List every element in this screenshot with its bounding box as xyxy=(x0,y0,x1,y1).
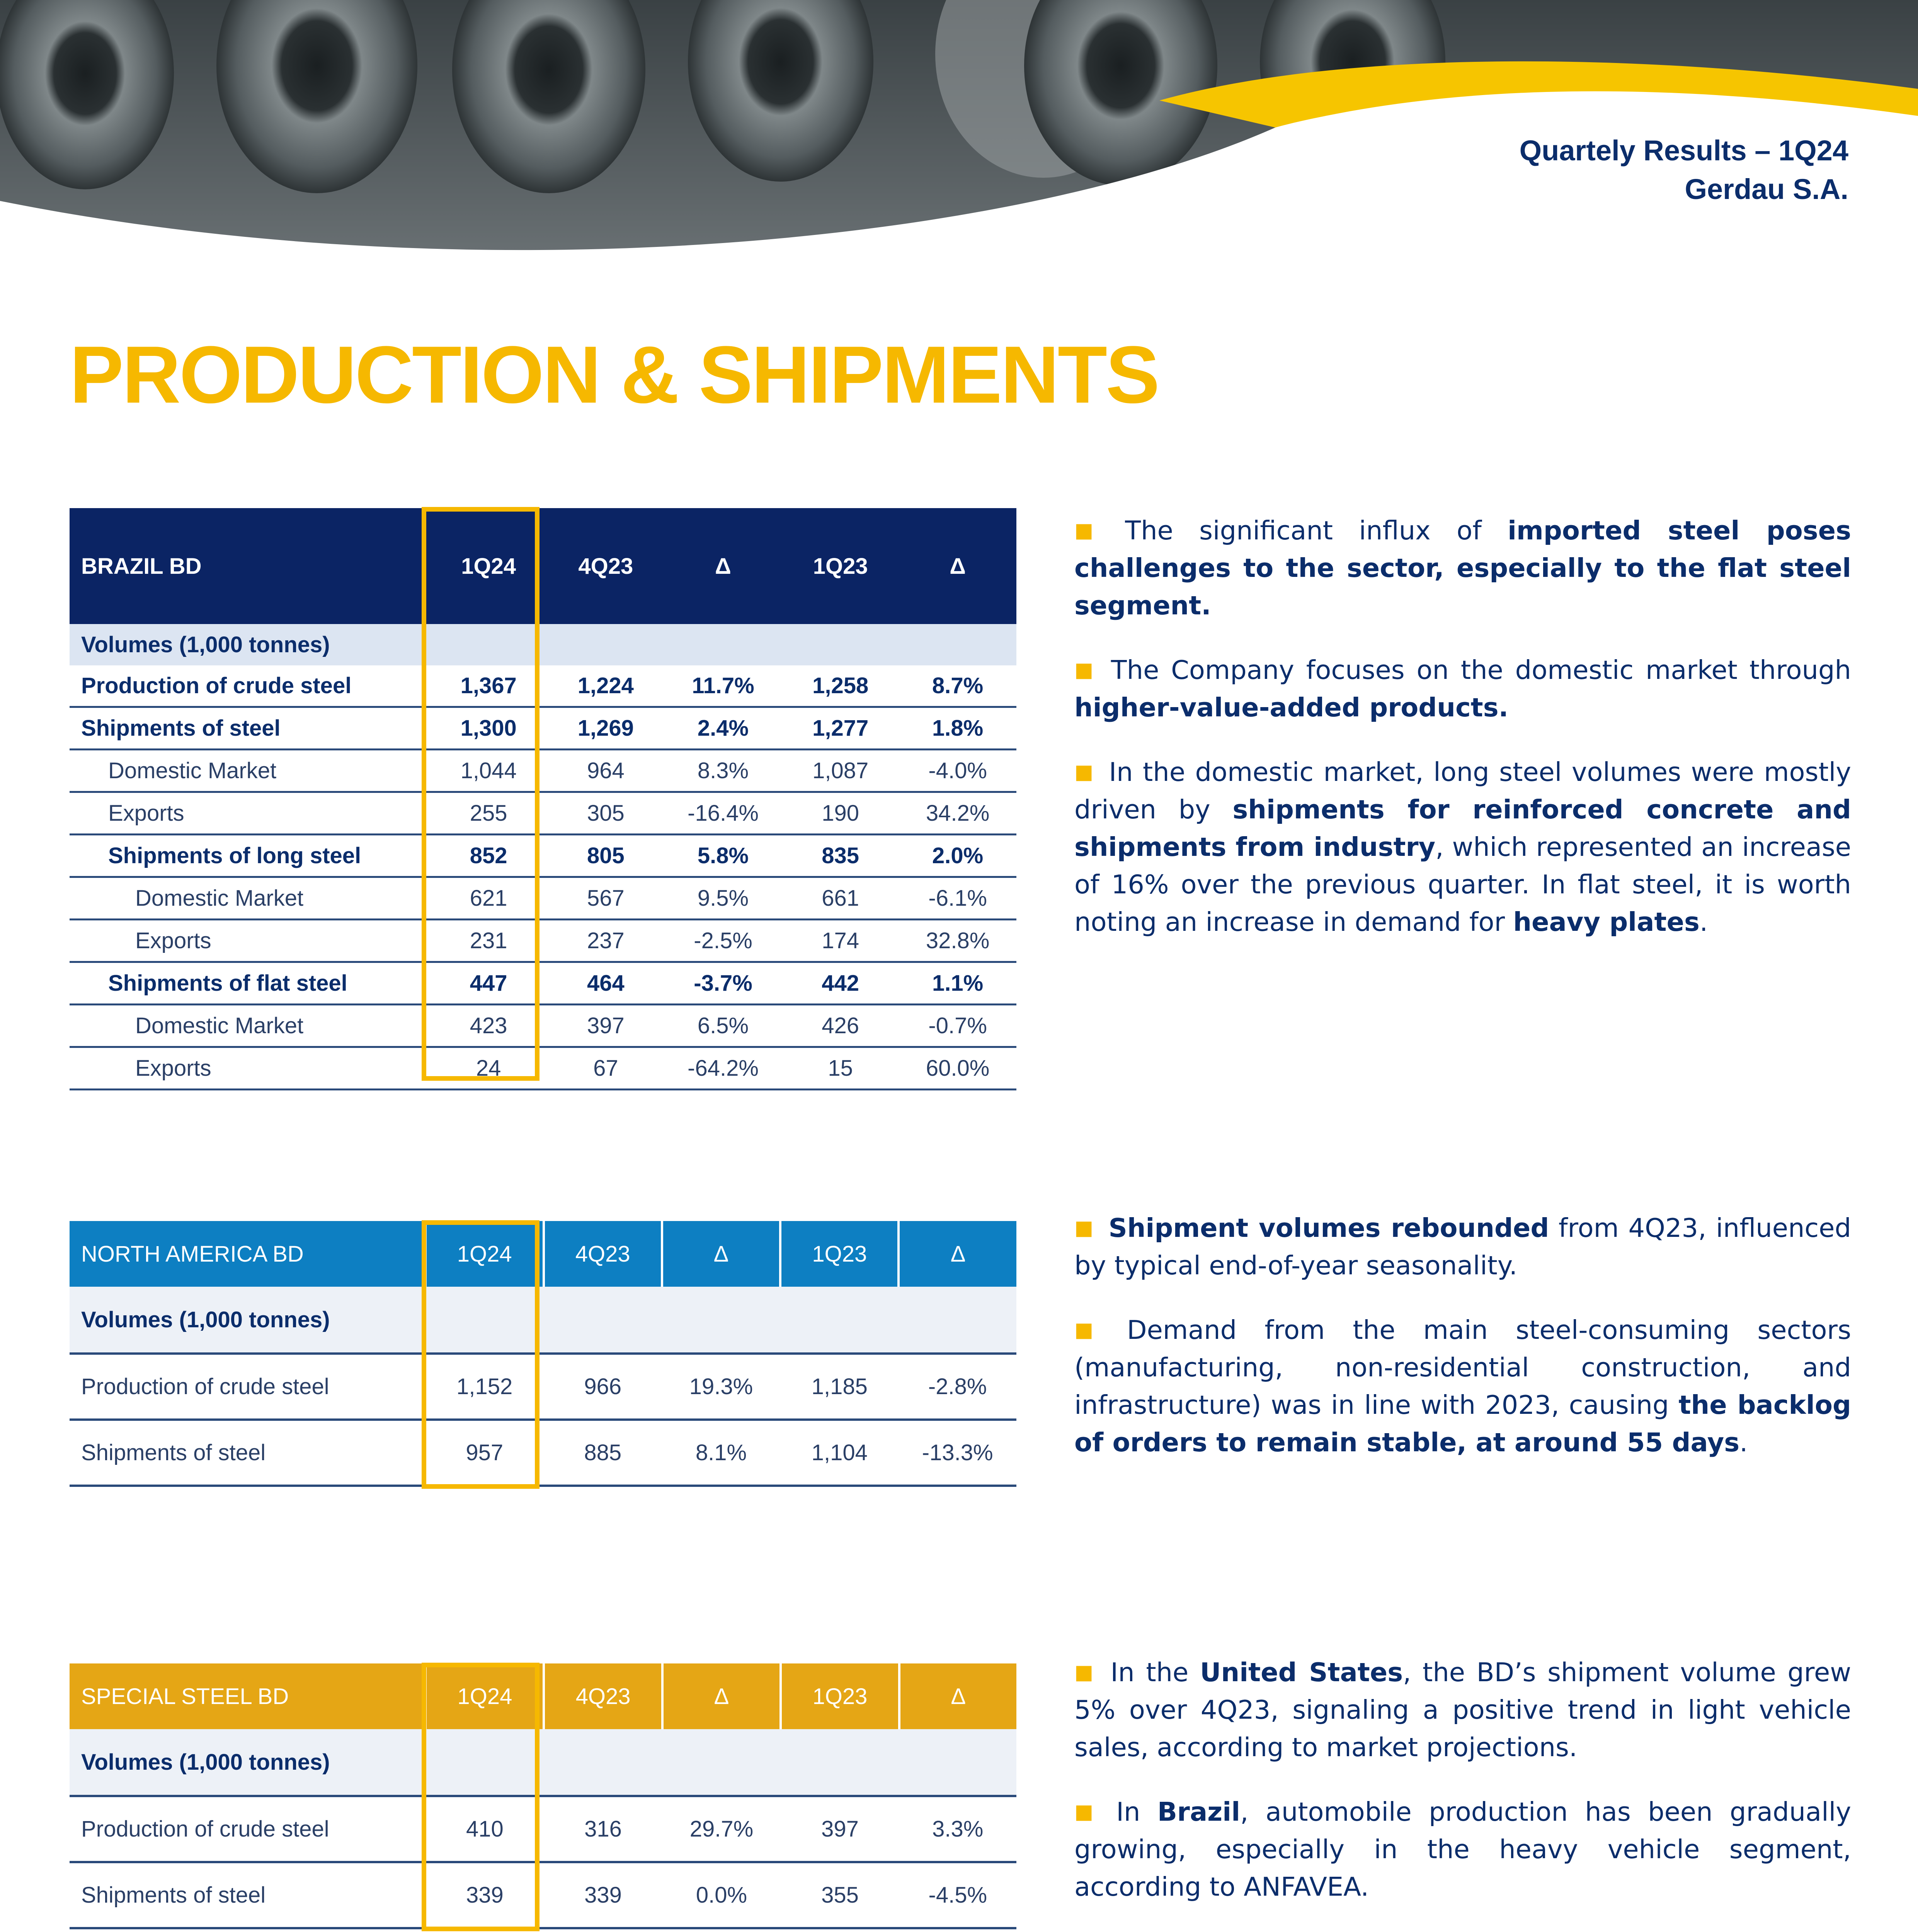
row-label: Production of crude steel xyxy=(70,1354,425,1420)
cell: 1,224 xyxy=(547,665,664,707)
cell: 2.0% xyxy=(899,835,1016,877)
current-quarter-highlight xyxy=(422,1663,539,1931)
row-label: Exports xyxy=(70,920,430,962)
cell: 5.8% xyxy=(664,835,782,877)
cell: 29.7% xyxy=(662,1796,781,1862)
cell: -13.3% xyxy=(899,1420,1016,1486)
square-bullet-icon: ■ xyxy=(1074,658,1097,682)
cell: 355 xyxy=(781,1862,899,1928)
cell: 34.2% xyxy=(899,792,1016,835)
cell: 1,104 xyxy=(780,1420,899,1486)
cell: 442 xyxy=(782,962,899,1005)
square-bullet-icon: ■ xyxy=(1074,519,1111,542)
cell: 32.8% xyxy=(899,920,1016,962)
cell: 3.3% xyxy=(899,1796,1016,1862)
row-label: Exports xyxy=(70,792,430,835)
col-header: Δ xyxy=(664,508,782,624)
special-steel-bd-table xyxy=(70,1663,1016,1929)
row-label: Shipments of flat steel xyxy=(70,962,430,1005)
table-header-row xyxy=(70,1663,1016,1729)
square-bullet-icon: ■ xyxy=(1074,1800,1103,1823)
cell: 1,152 xyxy=(425,1354,544,1420)
brazil-commentary xyxy=(1074,512,1851,968)
cell: 339 xyxy=(425,1862,544,1928)
cell: -2.8% xyxy=(899,1354,1016,1420)
table-header-row xyxy=(70,1221,1016,1287)
report-period: Quartely Results – 1Q24 xyxy=(1519,134,1848,167)
cell: -64.2% xyxy=(664,1047,782,1090)
cell: 11.7% xyxy=(664,665,782,707)
cell: 835 xyxy=(782,835,899,877)
current-quarter-highlight xyxy=(422,1220,539,1489)
col-header: Δ xyxy=(899,508,1016,624)
cell: 567 xyxy=(547,877,664,920)
square-bullet-icon: ■ xyxy=(1074,1318,1113,1342)
cell: 1,185 xyxy=(780,1354,899,1420)
brazil-bd-table xyxy=(70,508,1016,1090)
cell: -6.1% xyxy=(899,877,1016,920)
cell: 1,367 xyxy=(430,665,547,707)
col-header: 4Q23 xyxy=(544,1663,662,1729)
col-header: 1Q23 xyxy=(780,1221,899,1287)
cell: 24 xyxy=(430,1047,547,1090)
cell: 0.0% xyxy=(662,1862,781,1928)
table-row xyxy=(70,877,1016,920)
cell: 964 xyxy=(547,750,664,792)
bullet-item: ■ The Company focuses on the domestic market through higher-value-added products. xyxy=(1074,655,1851,723)
cell: -4.5% xyxy=(899,1862,1016,1928)
cell: -0.7% xyxy=(899,1005,1016,1047)
row-label: Domestic Market xyxy=(70,750,430,792)
table-row xyxy=(70,1796,1016,1862)
cell: 423 xyxy=(430,1005,547,1047)
cell: 15 xyxy=(782,1047,899,1090)
square-bullet-icon: ■ xyxy=(1074,1661,1097,1684)
col-header: 1Q23 xyxy=(781,1663,899,1729)
row-label: Domestic Market xyxy=(70,877,430,920)
table-title: NORTH AMERICA BD xyxy=(70,1221,425,1287)
row-label: Domestic Market xyxy=(70,1005,430,1047)
cell: 661 xyxy=(782,877,899,920)
cell: -3.7% xyxy=(664,962,782,1005)
col-header: 4Q23 xyxy=(544,1221,662,1287)
row-label: Exports xyxy=(70,1047,430,1090)
table-title: BRAZIL BD xyxy=(70,508,430,624)
row-label: Volumes (1,000 tonnes) xyxy=(70,624,430,665)
cell: 6.5% xyxy=(664,1005,782,1047)
cell: 426 xyxy=(782,1005,899,1047)
table-row xyxy=(70,665,1016,707)
table-subheader-row xyxy=(70,624,1016,665)
special-steel-commentary xyxy=(1074,1654,1851,1932)
table-row xyxy=(70,1420,1016,1486)
current-quarter-highlight xyxy=(422,507,539,1081)
bullet-item: ■ Shipment volumes rebounded from 4Q23, influenced by typical end-of-year seasonality. xyxy=(1074,1213,1852,1281)
cell: 464 xyxy=(547,962,664,1005)
square-bullet-icon: ■ xyxy=(1074,760,1095,784)
cell: 8.7% xyxy=(899,665,1016,707)
cell: 2.4% xyxy=(664,707,782,750)
bullet-item: ■ In the domestic market, long steel volumes were mostly driven by shipments for reinforced concrete and shipments from industry, which represented an increase of 16% over the previous quarter. In flat steel, it is worth noting an increase in demand for heavy plates. xyxy=(1074,757,1852,937)
row-label: Shipments of steel xyxy=(70,1862,425,1928)
cell: 1.1% xyxy=(899,962,1016,1005)
table-subheader-row xyxy=(70,1729,1016,1796)
table-row xyxy=(70,1005,1016,1047)
bullet-item: ■ Demand from the main steel-consuming sectors (manufacturing, non-residential construction, and infrastructure) was in line with 2023, causing the backlog of orders to remain stable, at around 55 days. xyxy=(1074,1315,1851,1458)
cell: 1,277 xyxy=(782,707,899,750)
cell: 1.8% xyxy=(899,707,1016,750)
cell: 190 xyxy=(782,792,899,835)
north-america-commentary xyxy=(1074,1209,1851,1488)
col-header: Δ xyxy=(662,1663,781,1729)
table-row xyxy=(70,962,1016,1005)
square-bullet-icon: ■ xyxy=(1074,1216,1095,1240)
table-header-row xyxy=(70,508,1016,624)
cell: 60.0% xyxy=(899,1047,1016,1090)
cell: 231 xyxy=(430,920,547,962)
cell: 957 xyxy=(425,1420,544,1486)
col-header: 4Q23 xyxy=(547,508,664,624)
cell: 447 xyxy=(430,962,547,1005)
cell: 8.1% xyxy=(662,1420,781,1486)
cell: 397 xyxy=(547,1005,664,1047)
row-label: Volumes (1,000 tonnes) xyxy=(70,1287,425,1354)
col-header: Δ xyxy=(899,1663,1016,1729)
col-header: 1Q24 xyxy=(430,508,547,624)
cell: 966 xyxy=(544,1354,662,1420)
cell: 255 xyxy=(430,792,547,835)
cell: -16.4% xyxy=(664,792,782,835)
row-label: Volumes (1,000 tonnes) xyxy=(70,1729,425,1796)
table-row xyxy=(70,792,1016,835)
cell: 9.5% xyxy=(664,877,782,920)
col-header: Δ xyxy=(662,1221,781,1287)
table-row xyxy=(70,1862,1016,1928)
cell: 67 xyxy=(547,1047,664,1090)
col-header: 1Q24 xyxy=(425,1221,544,1287)
bullet-item: ■ In Brazil, automobile production has been gradually growing, especially in the heavy vehicle segment, according to ANFAVEA. xyxy=(1074,1797,1851,1902)
cell: 8.3% xyxy=(664,750,782,792)
cell: 1,269 xyxy=(547,707,664,750)
cell: 1,300 xyxy=(430,707,547,750)
company-name: Gerdau S.A. xyxy=(1685,173,1848,205)
cell: 1,258 xyxy=(782,665,899,707)
row-label: Shipments of steel xyxy=(70,1420,425,1486)
table-title: SPECIAL STEEL BD xyxy=(70,1663,425,1729)
cell: 885 xyxy=(544,1420,662,1486)
cell: 339 xyxy=(544,1862,662,1928)
cell: 805 xyxy=(547,835,664,877)
cell: -4.0% xyxy=(899,750,1016,792)
cell: 316 xyxy=(544,1796,662,1862)
cell: 174 xyxy=(782,920,899,962)
table-row xyxy=(70,835,1016,877)
col-header: 1Q23 xyxy=(782,508,899,624)
report-header xyxy=(1520,131,1848,209)
bullet-item: ■ The significant influx of imported steel poses challenges to the sector, especially to the flat steel segment. xyxy=(1074,515,1851,621)
col-header: 1Q24 xyxy=(425,1663,544,1729)
table-subheader-row xyxy=(70,1287,1016,1354)
cell: 1,044 xyxy=(430,750,547,792)
cell: 1,087 xyxy=(782,750,899,792)
page-title: PRODUCTION & SHIPMENTS xyxy=(70,329,1159,420)
cell: 305 xyxy=(547,792,664,835)
cell: -2.5% xyxy=(664,920,782,962)
cell: 19.3% xyxy=(662,1354,781,1420)
row-label: Shipments of steel xyxy=(70,707,430,750)
cell: 397 xyxy=(781,1796,899,1862)
cell: 621 xyxy=(430,877,547,920)
row-label: Production of crude steel xyxy=(70,1796,425,1862)
table-row xyxy=(70,707,1016,750)
cell: 237 xyxy=(547,920,664,962)
cell: 852 xyxy=(430,835,547,877)
cell: 410 xyxy=(425,1796,544,1862)
row-label: Production of crude steel xyxy=(70,665,430,707)
table-row xyxy=(70,750,1016,792)
col-header: Δ xyxy=(899,1221,1016,1287)
table-row xyxy=(70,1047,1016,1090)
row-label: Shipments of long steel xyxy=(70,835,430,877)
table-row xyxy=(70,920,1016,962)
table-row xyxy=(70,1354,1016,1420)
bullet-item: ■ In the United States, the BD’s shipment volume grew 5% over 4Q23, signaling a positive trend in light vehicle sales, according to market projections. xyxy=(1074,1657,1852,1762)
north-america-bd-table xyxy=(70,1221,1016,1487)
